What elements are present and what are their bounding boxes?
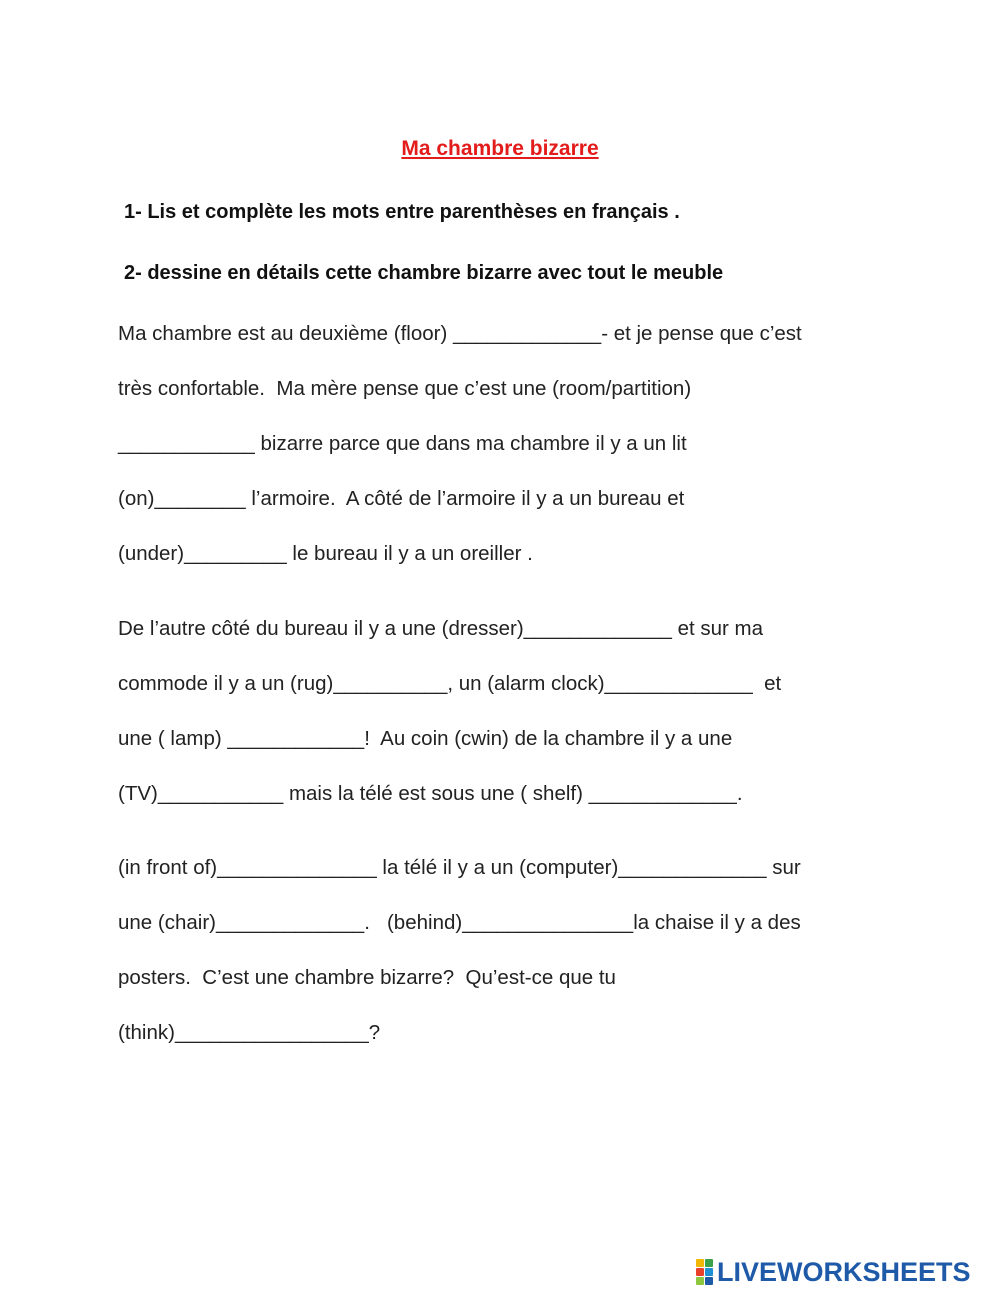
- text-line: posters. C’est une chambre bizarre? Qu’est-ce que tu: [118, 966, 616, 989]
- text-line: commode il y a un (rug)__________, un (alarm clock)_____________ et: [118, 672, 782, 695]
- logo-text: LIVEWORKSHEETS: [717, 1256, 971, 1287]
- instruction-2: 2- dessine en détails cette chambre bizarre avec tout le meuble: [124, 262, 724, 284]
- logo-square: [705, 1259, 713, 1267]
- logo-square: [705, 1277, 713, 1285]
- text-line: une ( lamp) ____________! Au coin (cwin) de la chambre il y a une: [118, 727, 733, 750]
- instruction-1: 1- Lis et complète les mots entre parenthèses en français .: [124, 201, 680, 223]
- worksheet-title: Ma chambre bizarre: [401, 137, 599, 160]
- text-line: (TV)___________ mais la télé est sous une ( shelf) _____________.: [118, 782, 743, 805]
- logo-square: [696, 1259, 704, 1267]
- text-line: une (chair)_____________. (behind)_______________la chaise il y a des: [118, 911, 801, 934]
- liveworksheets-logo[interactable]: [696, 1258, 971, 1286]
- text-line: (under)_________ le bureau il y a un oreiller .: [118, 542, 533, 565]
- text-line: (on)________ l’armoire. A côté de l’armoire il y a un bureau et: [118, 487, 685, 510]
- text-line: (in front of)______________ la télé il y a un (computer)_____________ sur: [118, 856, 801, 879]
- liveworksheets-logo-icon: [696, 1259, 713, 1285]
- logo-square: [696, 1268, 704, 1276]
- text-line: très confortable. Ma mère pense que c’est une (room/partition): [118, 377, 692, 400]
- text-line: (think)_________________?: [118, 1021, 381, 1044]
- logo-square: [705, 1268, 713, 1276]
- text-line: De l’autre côté du bureau il y a une (dresser)_____________ et sur ma: [118, 617, 764, 640]
- text-line: Ma chambre est au deuxième (floor) _____________- et je pense que c’est: [118, 322, 802, 345]
- logo-square: [696, 1277, 704, 1285]
- text-line: ____________ bizarre parce que dans ma chambre il y a un lit: [118, 432, 687, 455]
